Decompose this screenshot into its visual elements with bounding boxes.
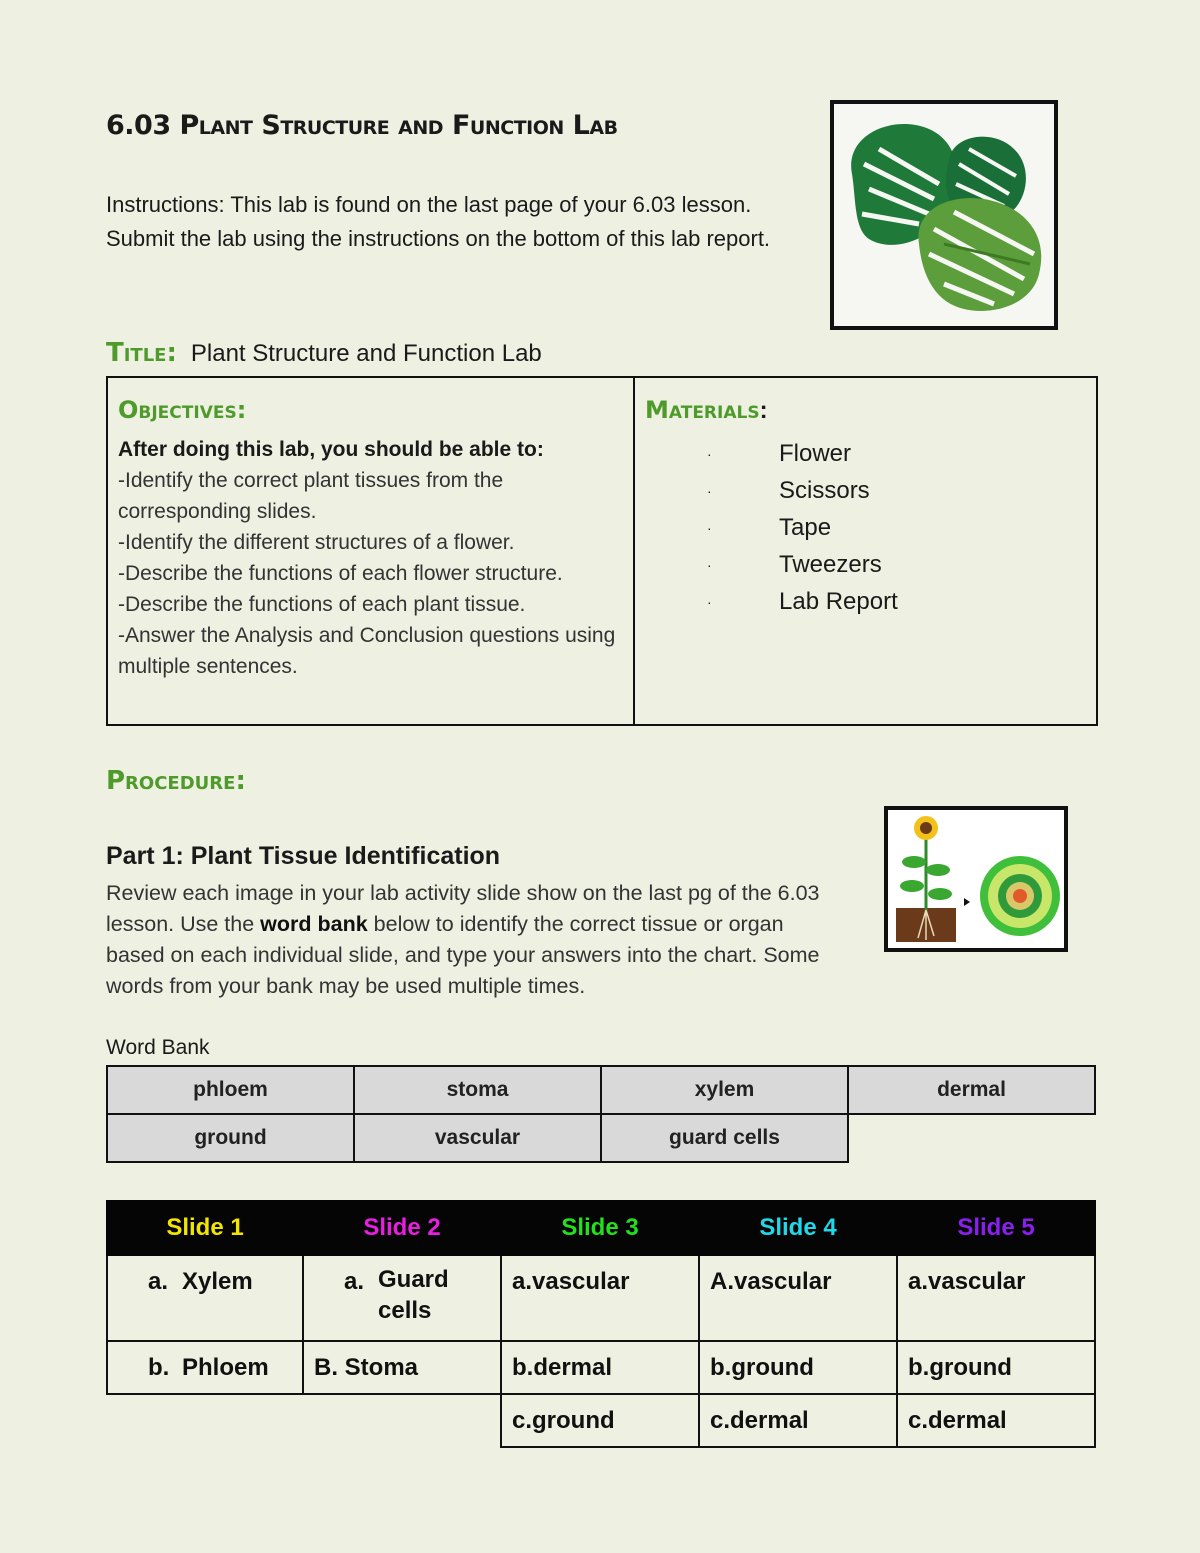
- list-item: [645, 546, 1086, 583]
- materials-colon: :: [759, 397, 768, 424]
- objective-item: -Identify the different structures of a flower.: [118, 531, 515, 554]
- answer-cell[interactable]: b.ground: [699, 1341, 897, 1394]
- plant-cross-section-image: [884, 806, 1068, 952]
- answer-letter: b.: [148, 1354, 170, 1381]
- bullet-icon: ·: [707, 519, 712, 536]
- list-item: [645, 472, 1086, 509]
- answer-cell[interactable]: [107, 1341, 303, 1394]
- objectives-lead: After doing this lab, you should be able to:: [118, 438, 544, 461]
- answer-text: Guard cells: [378, 1266, 449, 1324]
- table-row: [107, 1255, 1095, 1341]
- part-description: [106, 878, 846, 1002]
- empty-cell: [303, 1394, 501, 1447]
- list-item: [645, 509, 1086, 546]
- answer-letter: a.: [148, 1268, 169, 1295]
- bullet-icon: ·: [707, 593, 712, 610]
- objective-item: -Answer the Analysis and Conclusion questions using multiple sentences.: [118, 624, 616, 678]
- answer-cell[interactable]: [303, 1255, 501, 1341]
- objectives-heading: Objectives:: [118, 396, 247, 424]
- answer-cell[interactable]: a.vascular: [897, 1255, 1095, 1341]
- desc-text: below to identify the correct tissue or organ based on each individual slide, and type your answers into the chart. Some words from your bank may be used multiple times.: [106, 912, 820, 998]
- table-row: [107, 1114, 1095, 1162]
- slide-answer-table: [106, 1200, 1096, 1448]
- materials-list: [645, 435, 1086, 620]
- title-label: Title:: [106, 338, 177, 368]
- title-value: Plant Structure and Function Lab: [190, 340, 542, 367]
- slide-3-header: Slide 3: [501, 1201, 699, 1255]
- word-cell: xylem: [601, 1066, 848, 1114]
- objective-item: -Describe the functions of each plant tissue.: [118, 593, 526, 616]
- answer-text: Xylem: [182, 1268, 253, 1295]
- word-cell: phloem: [107, 1066, 354, 1114]
- answer-cell[interactable]: b.ground: [897, 1341, 1095, 1394]
- materials-section: [635, 378, 1096, 724]
- desc-bold: word bank: [260, 912, 368, 936]
- bullet-icon: ·: [707, 556, 712, 573]
- answer-letter: a.: [344, 1268, 365, 1295]
- table-row: [107, 1394, 1095, 1447]
- material-label: Scissors: [779, 476, 870, 504]
- instructions-text: Instructions: This lab is found on the last page of your 6.03 lesson. Submit the lab using the instructions on the bottom of this lab report.: [106, 192, 771, 251]
- answer-cell[interactable]: A.vascular: [699, 1255, 897, 1341]
- materials-heading: Materials: [645, 396, 760, 424]
- part-title: Part 1: Plant Tissue Identification: [106, 842, 501, 870]
- page-title: 6.03 Plant Structure and Function Lab: [106, 110, 618, 141]
- word-cell: ground: [107, 1114, 354, 1162]
- slide-2-header: Slide 2: [303, 1201, 501, 1255]
- word-cell: guard cells: [601, 1114, 848, 1162]
- table-row: [107, 1066, 1095, 1114]
- material-label: Lab Report: [779, 587, 898, 615]
- table-header-row: [107, 1201, 1095, 1255]
- answer-cell[interactable]: B. Stoma: [303, 1341, 501, 1394]
- answer-cell[interactable]: c.dermal: [699, 1394, 897, 1447]
- answer-cell[interactable]: a.vascular: [501, 1255, 699, 1341]
- word-cell: stoma: [354, 1066, 601, 1114]
- table-row: [107, 1341, 1095, 1394]
- objective-item: -Identify the correct plant tissues from the corresponding slides.: [118, 469, 504, 523]
- material-label: Tweezers: [779, 550, 882, 578]
- answer-text: Phloem: [182, 1354, 269, 1381]
- word-bank-label: Word Bank: [106, 1036, 210, 1059]
- answer-cell[interactable]: b.dermal: [501, 1341, 699, 1394]
- slide-4-header: Slide 4: [699, 1201, 897, 1255]
- word-cell: vascular: [354, 1114, 601, 1162]
- answer-cell[interactable]: [107, 1255, 303, 1341]
- bullet-icon: ·: [707, 482, 712, 499]
- procedure-heading: Procedure:: [106, 766, 246, 796]
- sunflower-icon: [888, 810, 1064, 948]
- title-row: [106, 338, 542, 368]
- list-item: [645, 435, 1086, 472]
- slide-1-header: Slide 1: [107, 1201, 303, 1255]
- word-cell: dermal: [848, 1066, 1095, 1114]
- word-bank-table: [106, 1065, 1096, 1163]
- desc-text: Review each image in your lab activity slide show on the last pg of the 6.03 lesson. Use the: [106, 881, 820, 936]
- slide-5-header: Slide 5: [897, 1201, 1095, 1255]
- material-label: Flower: [779, 439, 852, 467]
- empty-cell: [107, 1394, 303, 1447]
- objectives-materials-box: [106, 376, 1098, 726]
- monstera-leaves-image: [830, 100, 1058, 330]
- objective-item: -Describe the functions of each flower structure.: [118, 562, 563, 585]
- empty-cell: [848, 1114, 1095, 1162]
- list-item: [645, 583, 1086, 620]
- objectives-section: [108, 378, 635, 724]
- monstera-leaves-icon: [834, 104, 1054, 326]
- bullet-icon: ·: [707, 445, 712, 462]
- answer-cell[interactable]: c.dermal: [897, 1394, 1095, 1447]
- answer-cell[interactable]: c.ground: [501, 1394, 699, 1447]
- material-label: Tape: [779, 513, 832, 541]
